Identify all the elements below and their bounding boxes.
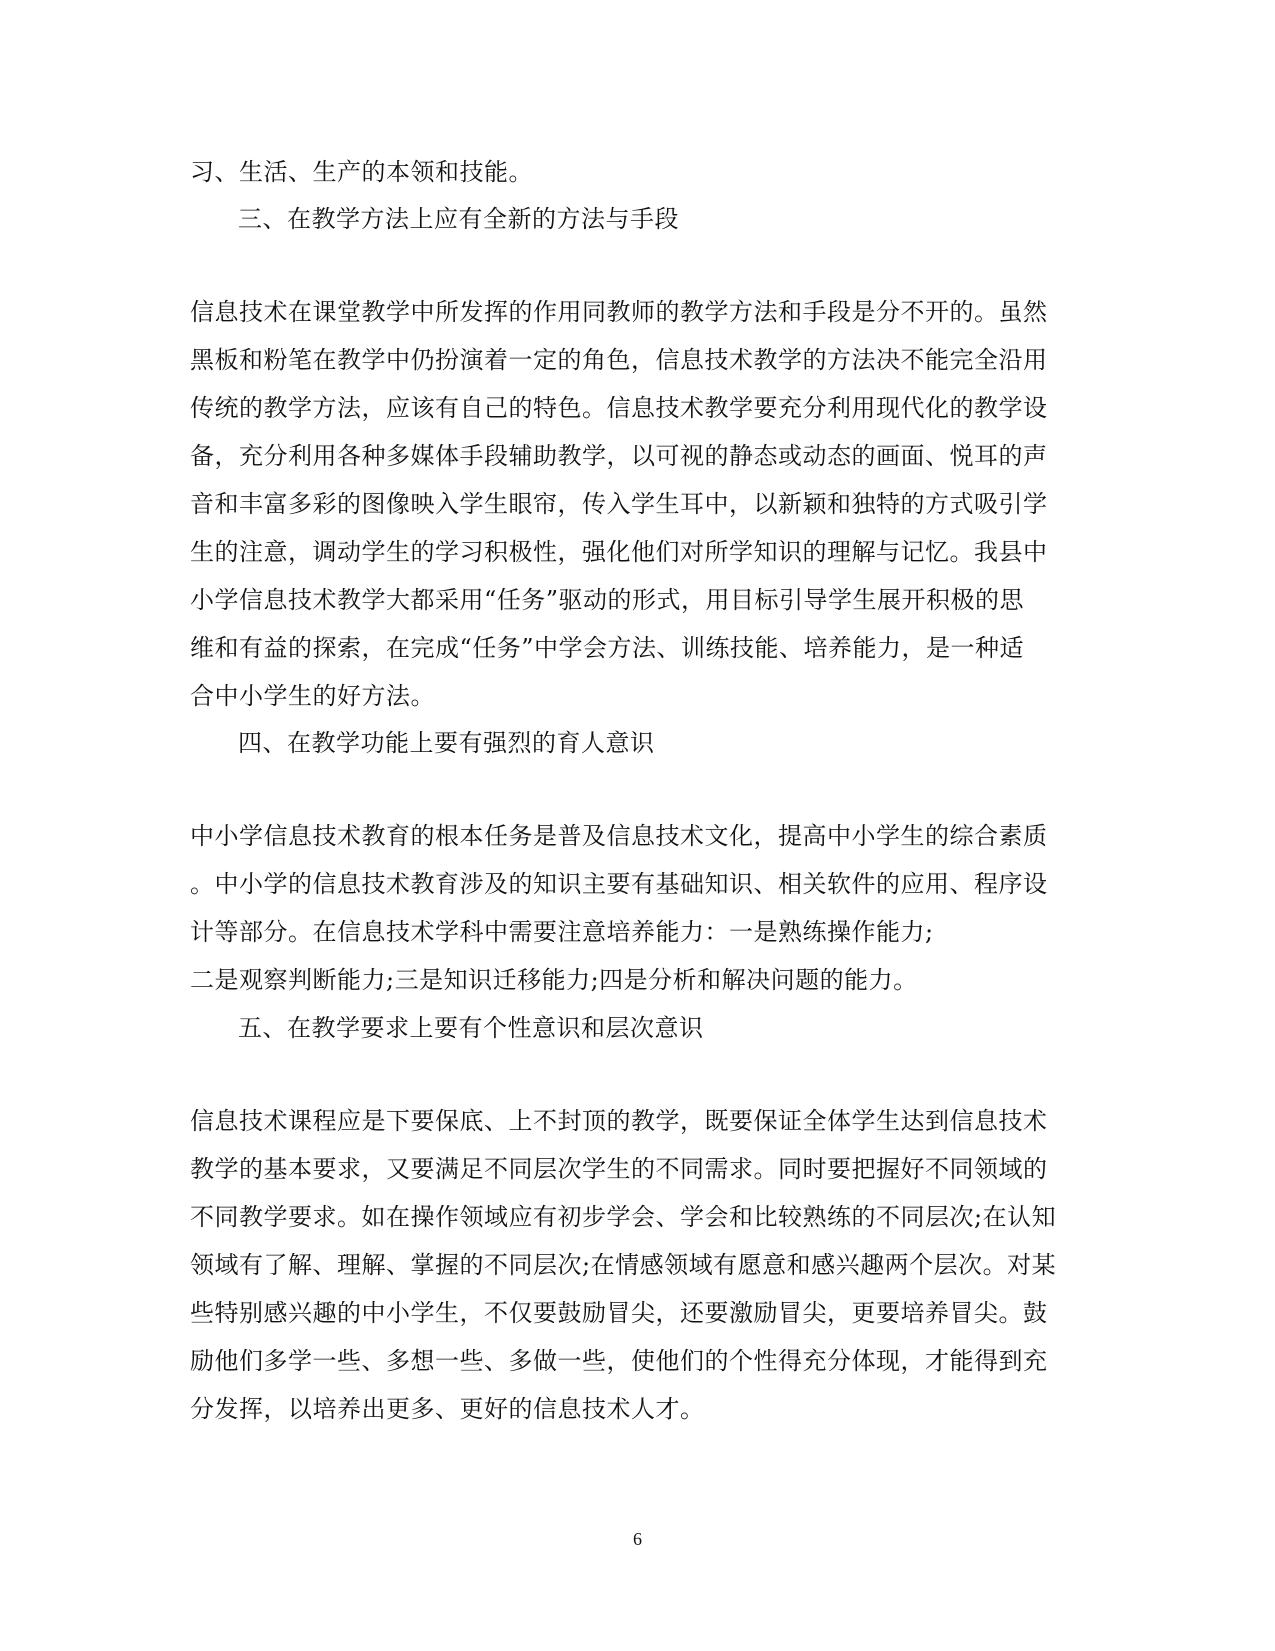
- paragraph-line: 不同教学要求。如在操作领域应有初步学会、学会和比较熟练的不同层次;在认知: [190, 1203, 1057, 1231]
- section-heading-4: 四、在教学功能上要有强烈的育人意识: [238, 729, 655, 757]
- paragraph-line: 备，充分利用各种多媒体手段辅助教学，以可视的静态或动态的画面、悦耳的声: [190, 442, 1048, 470]
- paragraph-line: 二是观察判断能力;三是知识迁移能力;四是分析和解决问题的能力。: [190, 966, 918, 994]
- paragraph-line: 音和丰富多彩的图像映入学生眼帘，传入学生耳中，以新颖和独特的方式吸引学: [190, 490, 1048, 518]
- paragraph-line: 维和有益的探索，在完成“任务”中学会方法、训练技能、培养能力，是一种适: [190, 634, 1025, 662]
- paragraph-line: 分发挥，以培养出更多、更好的信息技术人才。: [190, 1395, 705, 1423]
- paragraph-line: 励他们多学一些、多想一些、多做一些，使他们的个性得充分体现，才能得到充: [190, 1347, 1048, 1375]
- paragraph-line: 计等部分。在信息技术学科中需要注意培养能力：一是熟练操作能力;: [190, 918, 934, 946]
- paragraph-line: 黑板和粉笔在教学中仍扮演着一定的角色，信息技术教学的方法决不能完全沿用: [190, 346, 1048, 374]
- paragraph-line: 小学信息技术教学大都采用“任务”驱动的形式，用目标引导学生展开积极的思: [190, 586, 1025, 614]
- paragraph-line: 些特别感兴趣的中小学生，不仅要鼓励冒尖，还要激励冒尖，更要培养冒尖。鼓: [190, 1299, 1048, 1327]
- page-number: 6: [633, 1529, 642, 1549]
- paragraph-line: 习、生活、生产的本领和技能。: [190, 158, 533, 186]
- paragraph-line: 传统的教学方法，应该有自己的特色。信息技术教学要充分利用现代化的教学设: [190, 394, 1048, 422]
- paragraph-line: 中小学信息技术教育的根本任务是普及信息技术文化，提高中小学生的综合素质: [190, 822, 1048, 850]
- section-heading-5: 五、在教学要求上要有个性意识和层次意识: [238, 1014, 704, 1042]
- paragraph-line: 教学的基本要求，又要满足不同层次学生的不同需求。同时要把握好不同领域的: [190, 1155, 1048, 1183]
- paragraph-line: 领域有了解、理解、掌握的不同层次;在情感领域有愿意和感兴趣两个层次。对某: [190, 1251, 1057, 1279]
- paragraph-line: 生的注意，调动学生的学习积极性，强化他们对所学知识的理解与记忆。我县中: [190, 538, 1048, 566]
- paragraph-line: 信息技术在课堂教学中所发挥的作用同教师的教学方法和手段是分不开的。虽然: [190, 298, 1048, 326]
- section-heading-3: 三、在教学方法上应有全新的方法与手段: [238, 205, 679, 233]
- paragraph-line: 信息技术课程应是下要保底、上不封顶的教学，既要保证全体学生达到信息技术: [190, 1107, 1048, 1135]
- paragraph-line: 。中小学的信息技术教育涉及的知识主要有基础知识、相关软件的应用、程序设: [190, 870, 1048, 898]
- paragraph-line: 合中小学生的好方法。: [190, 682, 435, 710]
